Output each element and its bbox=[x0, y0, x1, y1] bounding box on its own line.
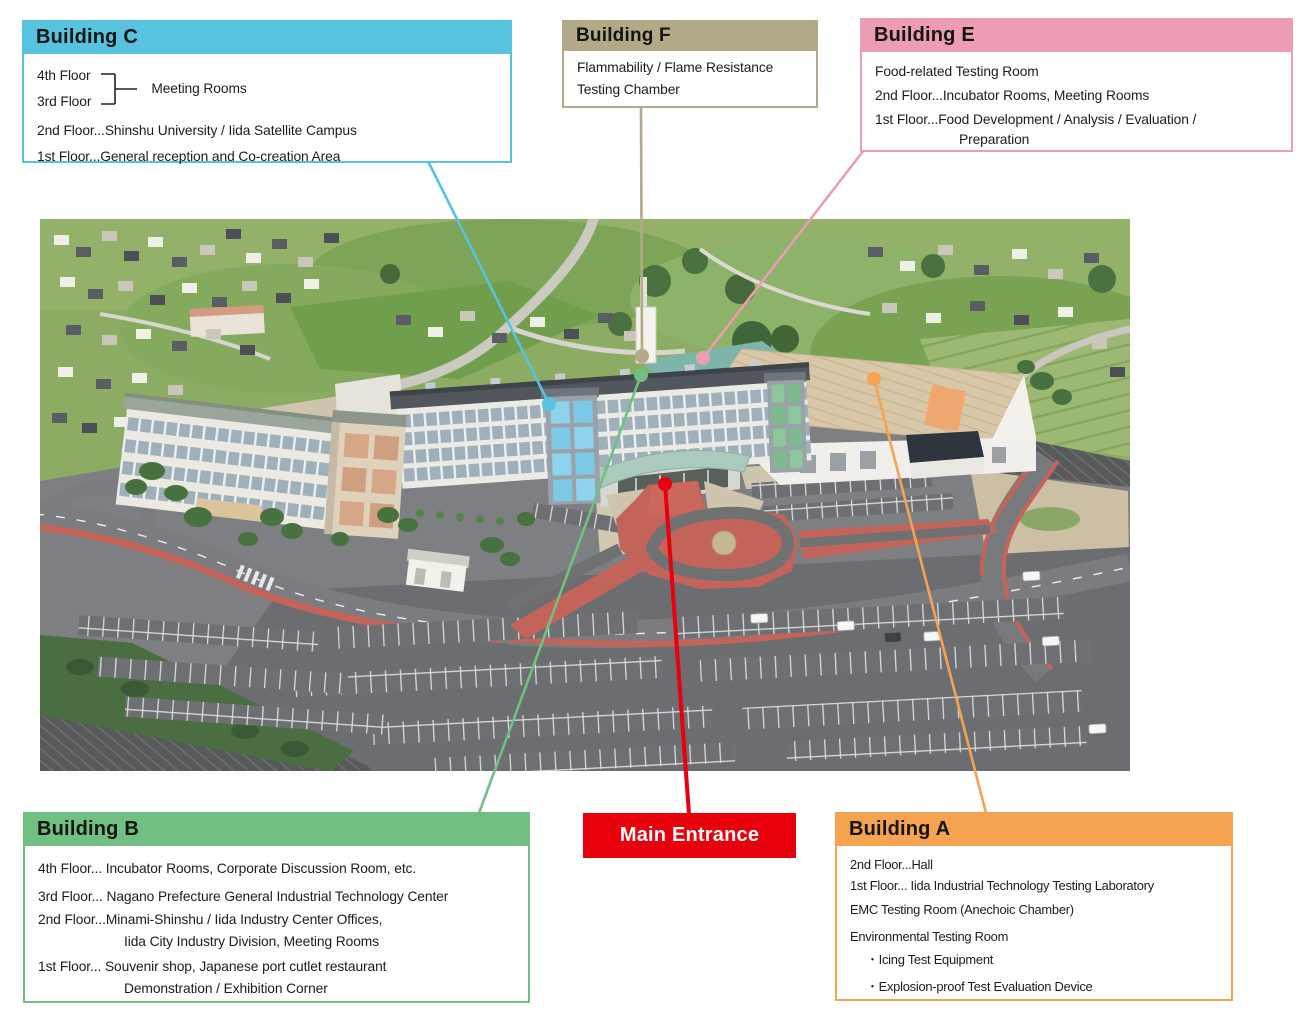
building-b-title: Building B bbox=[25, 814, 528, 846]
callout-building-c bbox=[22, 20, 512, 163]
building-c-tower bbox=[541, 387, 603, 505]
building-c-title: Building C bbox=[24, 22, 510, 54]
building-e-line: 1st Floor...Food Development / Analysis / Evaluation / bbox=[875, 112, 1197, 127]
building-b-line: 2nd Floor...Minami-Shinshu / Iida Industry Center Offices, bbox=[38, 912, 383, 927]
building-b-line: 1st Floor... Souvenir shop, Japanese port cutlet restaurant bbox=[38, 959, 387, 974]
campus-aerial-photo bbox=[40, 219, 1130, 771]
building-e-line: Food-related Testing Room bbox=[875, 64, 1039, 79]
floor-label-4th: 4th Floor bbox=[37, 68, 91, 84]
building-b-line-indent: Iida City Industry Division, Meeting Rooms bbox=[124, 934, 379, 949]
building-c-line: 1st Floor...General reception and Co-creation Area bbox=[37, 149, 341, 164]
building-b-line: 3rd Floor... Nagano Prefecture General Industrial Technology Center bbox=[38, 889, 449, 904]
building-f-title: Building F bbox=[564, 22, 816, 51]
building-a-line-bullet: ・Explosion-proof Test Evaluation Device bbox=[866, 978, 1093, 994]
building-a-line: 1st Floor... Iida Industrial Technology Testing Laboratory bbox=[850, 877, 1154, 893]
main-entrance-label: Main Entrance bbox=[583, 813, 796, 858]
building-b-line: 4th Floor... Incubator Rooms, Corporate Discussion Room, etc. bbox=[38, 861, 417, 876]
building-f-line: Flammability / Flame Resistance bbox=[577, 60, 774, 75]
building-a-line: Environmental Testing Room bbox=[850, 929, 1009, 945]
callout-building-f bbox=[562, 20, 818, 108]
building-a-line: 2nd Floor...Hall bbox=[850, 857, 933, 872]
callout-building-a bbox=[835, 812, 1233, 1001]
building-b-line-indent: Demonstration / Exhibition Corner bbox=[124, 981, 328, 996]
building-e-line-indent: Preparation bbox=[959, 132, 1030, 147]
large-house bbox=[189, 305, 264, 337]
warehouse bbox=[404, 549, 470, 592]
bracket-label: Meeting Rooms bbox=[151, 81, 247, 96]
building-e-title: Building E bbox=[862, 20, 1291, 52]
building-a-line-bullet: ・Icing Test Equipment bbox=[866, 951, 994, 967]
building-c-line: 2nd Floor...Shinshu University / Iida Satellite Campus bbox=[37, 123, 357, 138]
building-b-tower bbox=[764, 372, 809, 473]
building-f-line: Testing Chamber bbox=[577, 82, 680, 97]
callout-building-e bbox=[860, 18, 1293, 152]
meeting-rooms-bracket-row bbox=[37, 63, 497, 115]
building-a-title: Building A bbox=[837, 814, 1231, 846]
aerial-photo-illustration bbox=[40, 219, 1130, 771]
floor-label-3rd: 3rd Floor bbox=[37, 94, 92, 109]
bracket-floors bbox=[37, 63, 91, 114]
building-a-line: EMC Testing Room (Anechoic Chamber) bbox=[850, 902, 1074, 918]
bracket-icon bbox=[99, 63, 139, 115]
callout-building-b bbox=[23, 812, 530, 1003]
building-e-line: 2nd Floor...Incubator Rooms, Meeting Rooms bbox=[875, 88, 1150, 103]
